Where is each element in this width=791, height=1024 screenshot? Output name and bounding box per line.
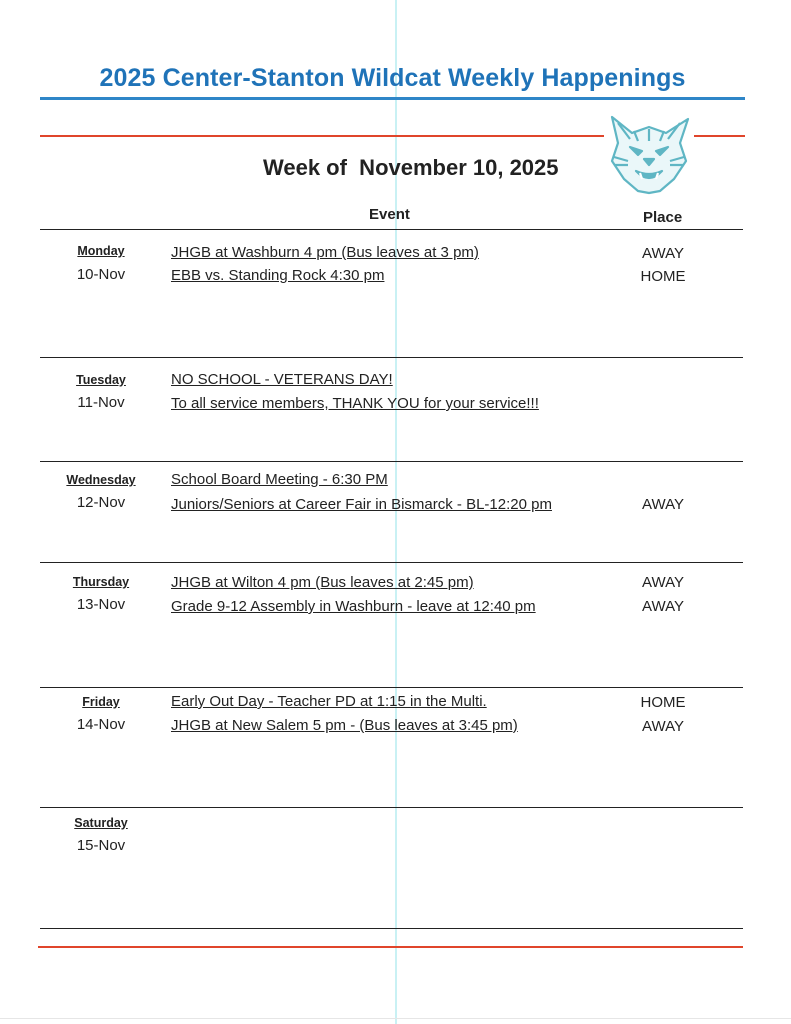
event-thursday-1: JHGB at Wilton 4 pm (Bus leaves at 2:45 pm) — [171, 574, 474, 591]
column-header-event: Event — [369, 206, 410, 223]
divider-wednesday — [40, 562, 743, 563]
place-thursday-2: AWAY — [642, 598, 684, 615]
event-thursday-2: Grade 9-12 Assembly in Washburn - leave at 12:40 pm — [171, 598, 536, 615]
place-monday-1: AWAY — [642, 245, 684, 262]
title-underline — [40, 97, 745, 100]
place-friday-1: HOME — [640, 694, 686, 711]
date-label-tuesday: 11-Nov — [77, 394, 125, 411]
day-label-wednesday: Wednesday — [66, 473, 136, 487]
divider-header — [40, 229, 743, 230]
event-wednesday-2: Juniors/Seniors at Career Fair in Bismarck - BL-12:20 pm — [171, 496, 552, 513]
page-title: 2025 Center-Stanton Wildcat Weekly Happenings — [99, 64, 686, 92]
divider-thursday — [40, 687, 743, 688]
divider-friday — [40, 807, 743, 808]
event-monday-2: EBB vs. Standing Rock 4:30 pm — [171, 267, 385, 284]
footer-red-rule — [38, 946, 743, 948]
day-label-friday: Friday — [82, 695, 120, 709]
date-label-friday: 14-Nov — [76, 716, 126, 733]
day-label-monday: Monday — [77, 244, 125, 258]
place-thursday-1: AWAY — [642, 574, 684, 591]
event-tuesday-2: To all service members, THANK YOU for your service!!! — [171, 395, 539, 412]
event-friday-2: JHGB at New Salem 5 pm - (Bus leaves at 3:45 pm) — [171, 717, 518, 734]
place-wednesday-2: AWAY — [642, 496, 684, 513]
week-heading: Week of November 10, 2025 — [263, 155, 559, 180]
day-label-tuesday: Tuesday — [76, 373, 126, 387]
divider-monday — [40, 357, 743, 358]
day-label-thursday: Thursday — [72, 575, 130, 589]
date-label-thursday: 13-Nov — [76, 596, 126, 613]
event-monday-1: JHGB at Washburn 4 pm (Bus leaves at 3 pm) — [171, 244, 479, 261]
column-header-place: Place — [643, 209, 683, 226]
day-label-saturday: Saturday — [74, 816, 128, 830]
divider-saturday — [40, 928, 743, 929]
date-label-saturday: 15-Nov — [76, 837, 126, 854]
event-tuesday-1: NO SCHOOL - VETERANS DAY! — [171, 371, 393, 388]
date-label-monday: 10-Nov — [76, 266, 126, 283]
page-edge — [0, 1018, 791, 1019]
place-friday-2: AWAY — [642, 718, 684, 735]
wildcat-logo-icon — [604, 113, 694, 195]
date-label-wednesday: 12-Nov — [76, 494, 126, 511]
event-friday-1: Early Out Day - Teacher PD at 1:15 in the Multi. — [171, 693, 487, 710]
event-wednesday-1: School Board Meeting - 6:30 PM — [171, 471, 388, 488]
place-monday-2: HOME — [640, 268, 686, 285]
divider-tuesday — [40, 461, 743, 462]
